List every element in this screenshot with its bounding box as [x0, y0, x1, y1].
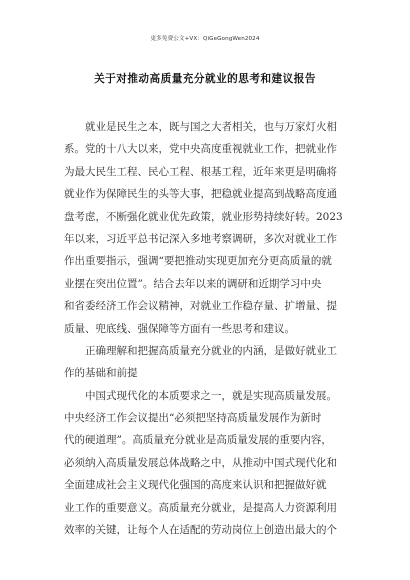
document-title: 关于对推动高质量充分就业的思考和建议报告 — [94, 73, 316, 85]
paragraph-line: 就业是民生之本，既与国之大者相关，也与万家灯火相 — [85, 121, 337, 133]
paragraph-line: 业工作的重要意义。高质量充分就业，是提高人力资源利用 — [64, 501, 337, 514]
paragraph-line: 年以来，习近平总书记深入多地考察调研，多次对就业工作 — [64, 232, 337, 245]
paragraph-line: 中央经济工作会议提出“必须把坚持高质量发展作为新时 — [64, 412, 322, 425]
paragraph-line: 质量、兜底线、强保障等方面有一些思考和建议。 — [64, 322, 295, 335]
paragraph-line: 盘考虑，不断强化就业优先政策，就业形势持续好转。2023 — [64, 210, 343, 223]
paragraph-line: 系。党的十八大以来，党中央高度重视就业工作，把就业作 — [64, 143, 337, 156]
document-body — [64, 116, 360, 541]
paragraph-line: 全面建成社会主义现代化强国的高度来认识和把握做好就 — [64, 479, 327, 492]
paragraph-line: 中国式现代化的本质要求之一，就是实现高质量发展。 — [85, 389, 337, 402]
paragraph-line: 和省委经济工作会议精神，对就业工作稳存量、扩增量、提 — [64, 300, 337, 313]
section-heading-line: 作的基础和前提 — [64, 367, 138, 380]
paragraph-line: 业摆在突出位置”。结合去年以来的调研和近期学习中央 — [64, 277, 322, 290]
paragraph-line: 作出重要指示，强调“要把推动实现更加充分更高质量的就 — [64, 255, 332, 268]
header-note: 更多免费公文+VX：QiGeGongWen2024 — [150, 36, 260, 42]
paragraph-line: 代的硬道理”。高质量充分就业是高质量发展的重要内容， — [64, 434, 332, 447]
paragraph-line: 为最大民生工程、民心工程、根基工程，近年来更是明确将 — [64, 165, 337, 178]
paragraph-line: 效率的关键，让每个人在适配的劳动岗位上创造出最大的个 — [64, 524, 337, 537]
section-heading-line: 正确理解和把握高质量充分就业的内涵，是做好就业工 — [85, 344, 337, 357]
paragraph-line: 必须纳入高质量发展总体战略之中，从推动中国式现代化和 — [64, 456, 337, 469]
paragraph-line: 就业作为保障民生的头等大事，把稳就业提高到战略高度通 — [64, 188, 337, 201]
